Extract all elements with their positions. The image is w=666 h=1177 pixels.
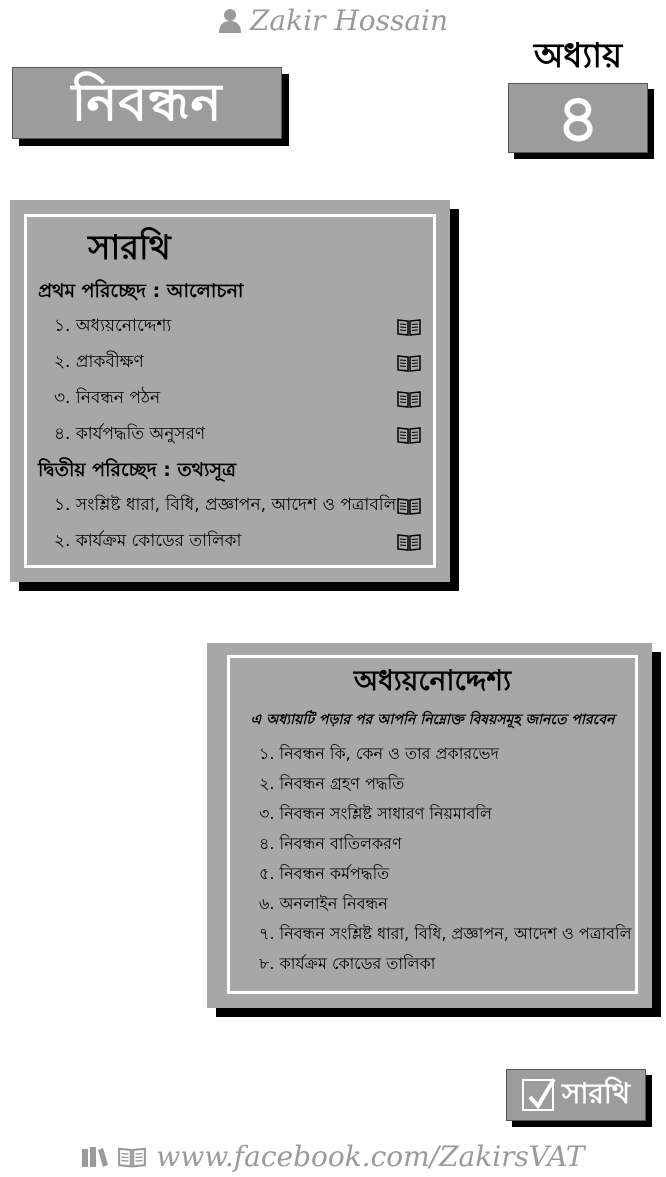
book-icon [397,354,421,372]
sarathi-button[interactable] [506,1069,646,1121]
toc-item-label: ১. অধ্যয়নোদ্দেশ্য [54,316,172,336]
author-name: Zakir Hossain [249,4,449,37]
chapter-number: ৪ [508,83,648,153]
footer-icons [81,1141,146,1177]
toc-item[interactable] [10,380,450,416]
book-icon [397,497,421,515]
objectives-list [259,739,632,979]
sarathi-panel [10,200,450,582]
section2-title: দ্বিতীয় পরিচ্ছেদ : তথ্যসূত্র [38,459,237,481]
toc-item-label: ১. সংশ্লিষ্ট ধারা, বিধি, প্রজ্ঞাপন, আদেশ ও পত্রাবলি [54,495,397,515]
section1-list [10,308,450,452]
sarathi-button-label: সারথি [561,1076,631,1110]
toc-item[interactable] [10,523,450,559]
list-item: ৮. কার্যক্রম কোডের তালিকা [259,954,436,973]
list-item: ১. নিবন্ধন কি, কেন ও তার প্রকারভেদ [259,744,499,763]
objectives-subtitle: এ অধ্যায়টি পড়ার পর আপনি নিম্নোক্ত বিষয়সমূহ জানতে পারবেন [250,712,615,728]
user-icon [218,7,242,33]
list-item: ৫. নিবন্ধন কর্মপদ্ধতি [259,864,390,883]
toc-item-label: ৩. নিবন্ধন পঠন [54,388,161,408]
author-line [0,4,666,37]
chapter-label: অধ্যায় [533,36,623,76]
list-item: ৭. নিবন্ধন সংশ্লিষ্ট ধারা, বিধি, প্রজ্ঞাপন, আদেশ ও পত্রাবলি [259,924,632,943]
footer-link[interactable] [0,1139,666,1177]
toc-item[interactable] [10,416,450,452]
toc-item-label: ২. প্রাকবীক্ষণ [54,352,144,372]
toc-item[interactable] [10,308,450,344]
list-item: ৬. অনলাইন নিবন্ধন [259,894,388,913]
list-item: ৪. নিবন্ধন বাতিলকরণ [259,834,402,853]
toc-item-label: ৪. কার্যপদ্ধতি অনুসরণ [54,424,206,444]
book-icon [397,426,421,444]
facebook-url: www.facebook.com/ZakirsVAT [156,1140,585,1173]
books-icon [81,1146,109,1168]
list-item: ২. নিবন্ধন গ্রহণ পদ্ধতি [259,774,405,793]
toc-item[interactable] [10,487,450,523]
book-icon [397,318,421,336]
toc-item-label: ২. কার্যক্রম কোডের তালিকা [54,531,242,551]
section1-title: প্রথম পরিচ্ছেদ : আলোচনা [38,280,244,302]
sarathi-heading: সারথি [88,228,171,268]
chapter-title: নিবন্ধন [12,67,282,139]
book-icon [397,390,421,408]
book-icon [397,533,421,551]
section2-list [10,487,450,559]
book-icon [118,1146,146,1168]
checkbox-icon [522,1079,554,1111]
objectives-panel [207,643,652,1008]
list-item: ৩. নিবন্ধন সংশ্লিষ্ট সাধারণ নিয়মাবলি [259,804,492,823]
toc-item[interactable] [10,344,450,380]
objectives-heading: অধ্যয়নোদ্দেশ্য [353,664,512,697]
